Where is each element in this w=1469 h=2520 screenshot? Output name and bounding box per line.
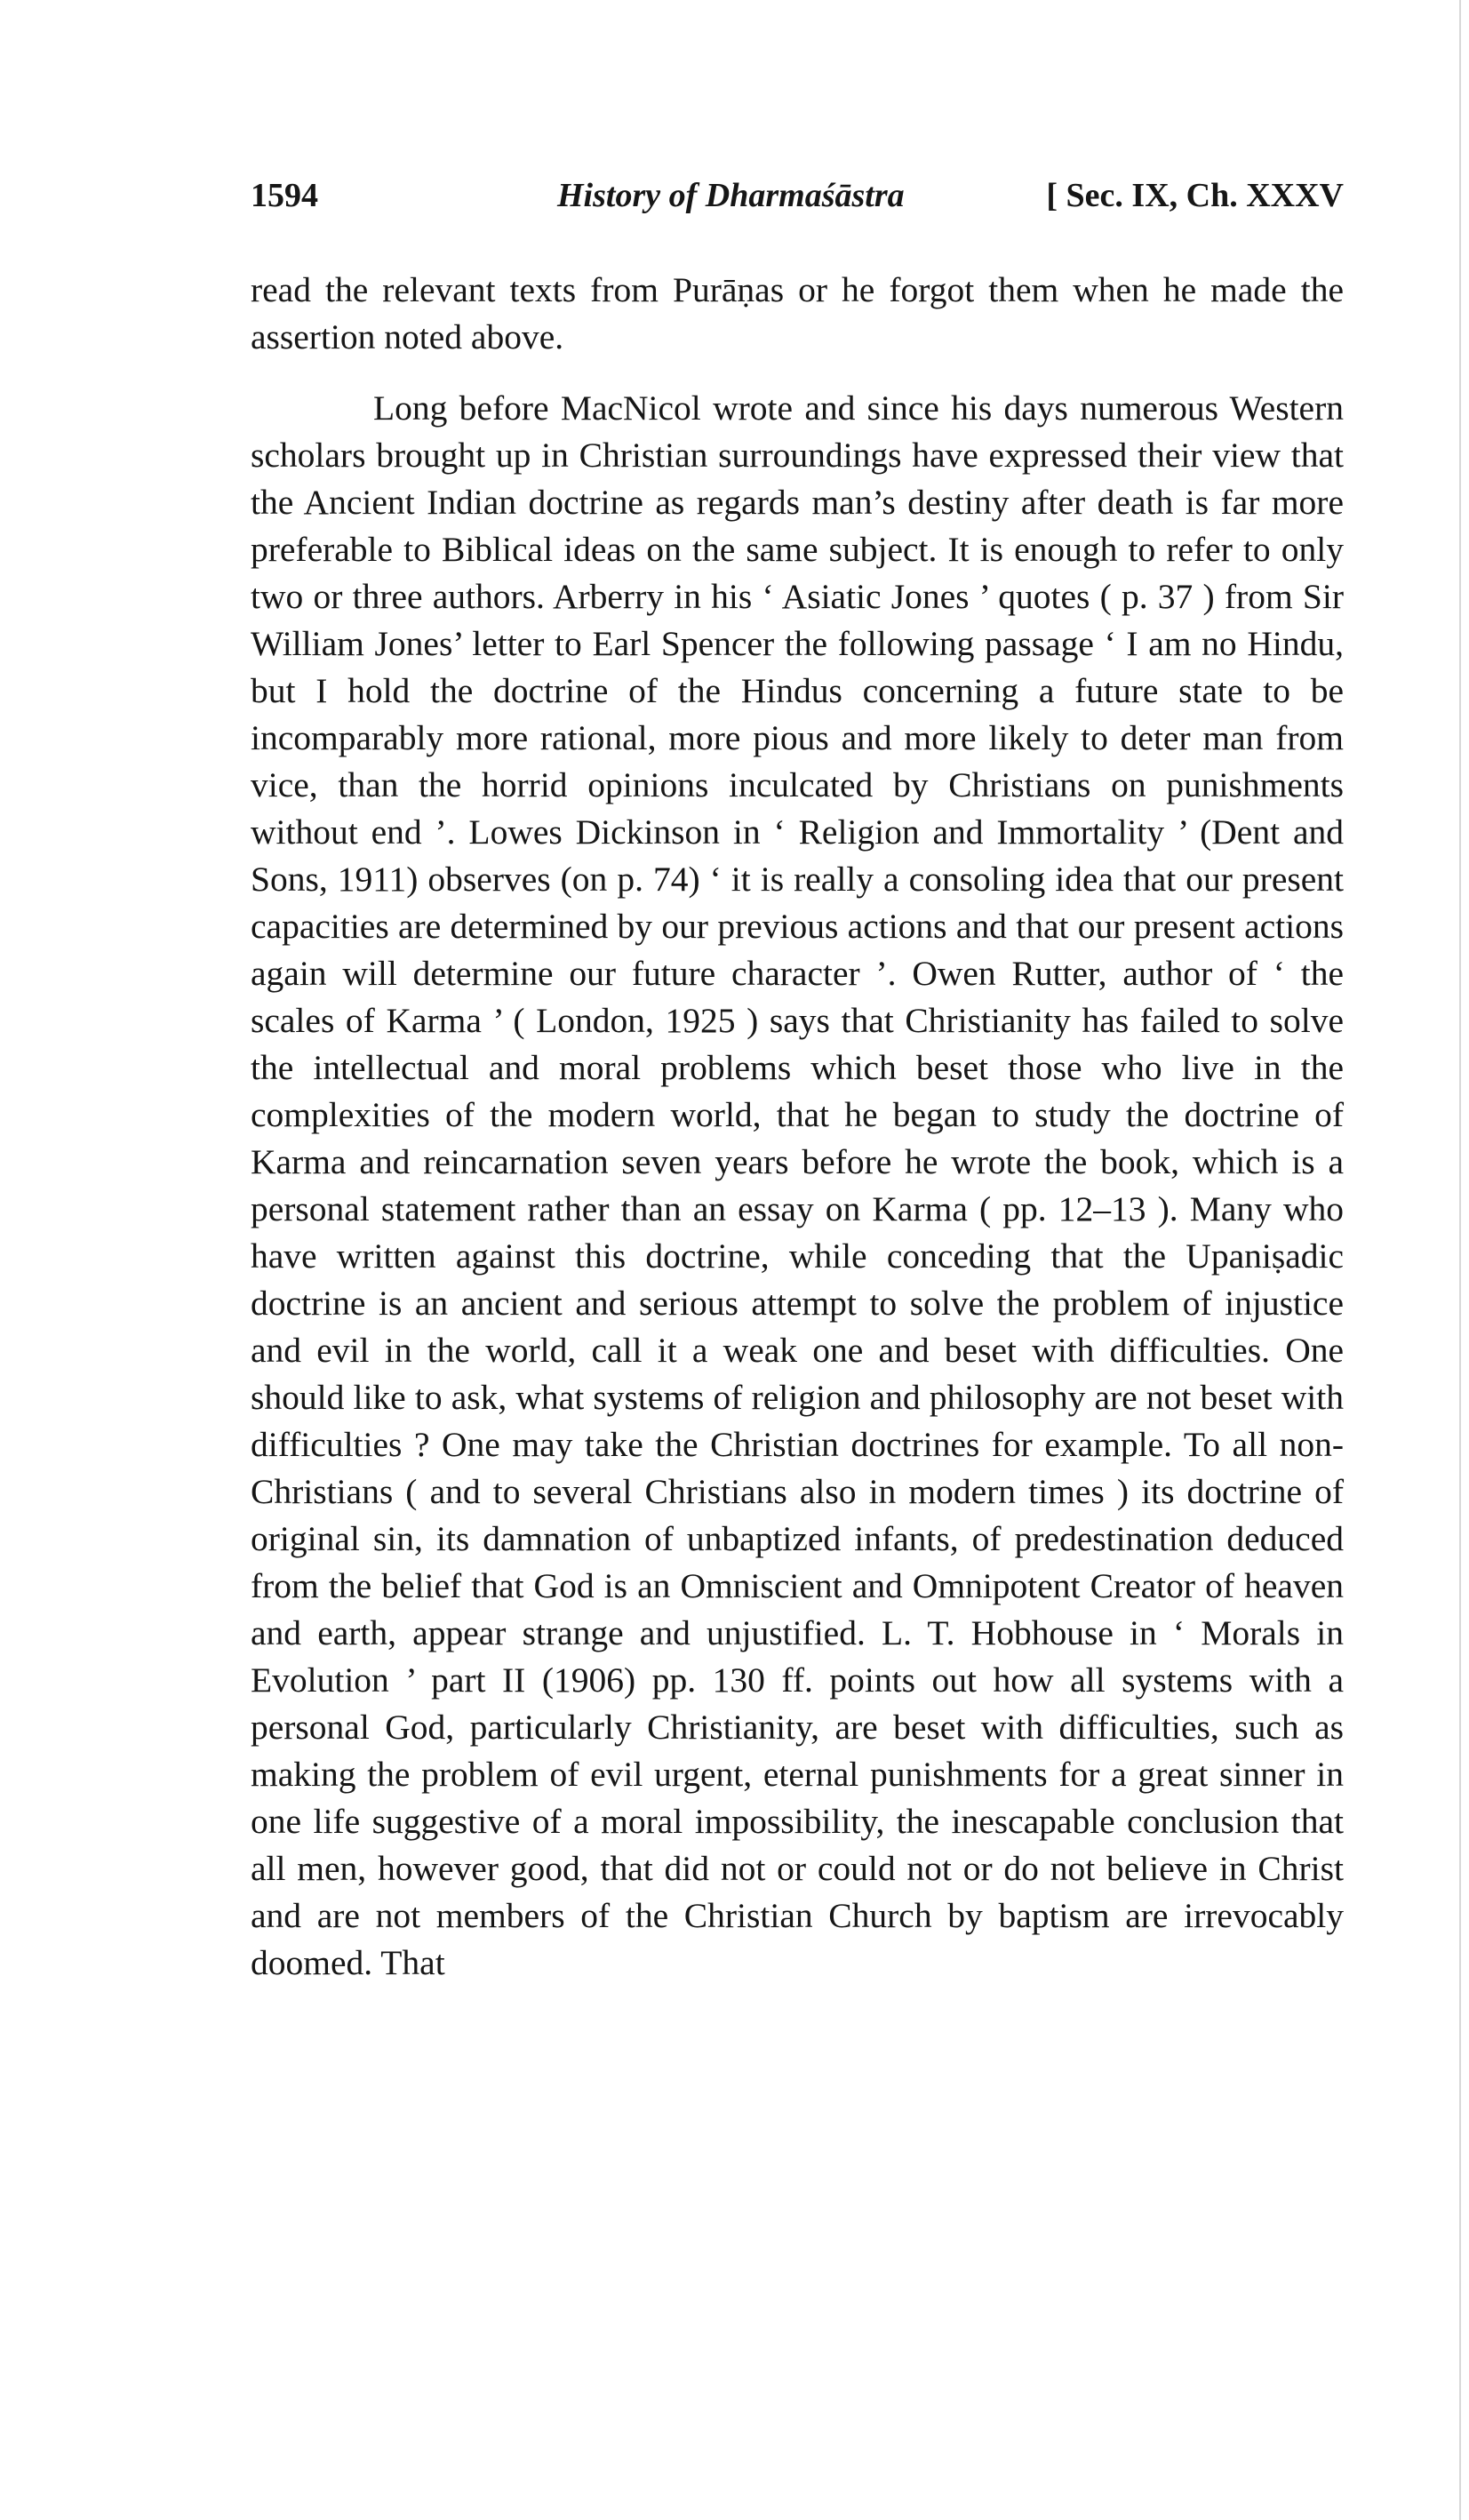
running-header [251, 176, 1344, 229]
body-text [251, 267, 1344, 1987]
continuation-paragraph: read the relevant texts from Purāṇas or he forgot them when he made the assertion noted above. [251, 270, 1344, 356]
page-number: 1594 [251, 177, 318, 214]
running-title: History of Dharmaśāstra [557, 177, 905, 214]
main-paragraph: Long before MacNicol wrote and since his days numerous Western scholars brought up in Christian surroundings have expressed their view that the Ancient Indian doctrine as regards man’s destiny after death is far more preferable to Biblical ideas on the same subject. It is enough to refer to only two or three authors. Arberry in his ‘ Asiatic Jones ’ quotes ( p. 37 ) from Sir William Jones’ letter to Earl Spencer the following passage ‘ I am no Hindu, but I hold the doctrine of the Hindus concerning a future state to be incomparably more rational, more pious and more likely to deter man from vice, than the horrid opinions inculcated by Christians on punishments without end ’. Lowes Dickinson in ‘ Religion and Immortality ’ (Dent and Sons, 1911) observes (on p. 74) ‘ it is really a consoling idea that our present capacities are determined by our previous actions and that our present actions again will determine our future character ’. Owen Rutter, author of ‘ the scales of Karma ’ ( London, 1925 ) says that Christianity has failed to solve the intellectual and moral problems which beset those who live in the complexities of the modern world, that he began to study the doctrine of Karma and reincarnation seven years before he wrote the book, which is a personal statement rather than an essay on Karma ( pp. 12–13 ). Many who have written against this doctrine, while conceding that the Upaniṣadic doctrine is an ancient and serious attempt to solve the problem of injustice and evil in the world, call it a weak one and beset with difficulties. One should like to ask, what systems of religion and philosophy are not beset with difficulties ? One may take the Christian doctrines for example. To all non-Christians ( and to several Christians also in modern times ) its doctrine of original sin, its damnation of unbaptized infants, of predestination deduced from the belief that God is an Omniscient and Omnipotent Creator of heaven and earth, appear strange and unjustified. L. T. Hobhouse in ‘ Morals in Evolution ’ part II (1906) pp. 130 ff. points out how all systems with a personal God, particularly Christianity, are beset with difficulties, such as making the problem of evil urgent, eternal punishments for a great sinner in one life suggestive of a moral impossibility, the inescapable conclusion that all men, however good, that did not or could not or do not believe in Christ and are not members of the Christian Church by baptism are irrevocably doomed. That [251, 388, 1344, 1982]
scan-edge-line [1459, 0, 1461, 2520]
section-reference: [ Sec. IX, Ch. XXXV [1046, 177, 1344, 214]
